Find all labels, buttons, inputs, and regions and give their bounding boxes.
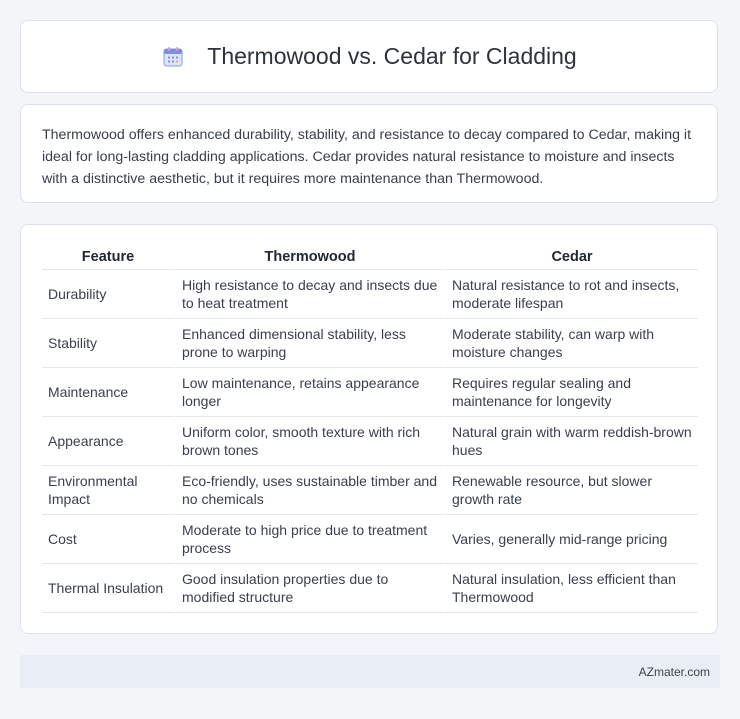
thermowood-cell: Low maintenance, retains appearance longer <box>174 368 444 417</box>
title-wrap <box>161 43 576 70</box>
comparison-table <box>42 245 698 613</box>
table-row <box>42 270 698 319</box>
footer-bar <box>20 655 720 688</box>
table-row <box>42 466 698 515</box>
table-row <box>42 368 698 417</box>
cedar-cell: Natural grain with warm reddish-brown hues <box>444 417 698 466</box>
cedar-cell: Natural resistance to rot and insects, moderate lifespan <box>444 270 698 319</box>
feature-cell: Environmental Impact <box>42 466 174 515</box>
summary-text: Thermowood offers enhanced durability, stability, and resistance to decay compared to Cedar, making it ideal for long-lasting cladding applications. Cedar provides natural resistance to moisture and insects with a distinctive aesthetic, but it requires more maintenance than Thermowood. <box>42 127 692 187</box>
table-row <box>42 417 698 466</box>
cedar-cell: Natural insulation, less efficient than Thermowood <box>444 564 698 613</box>
feature-cell: Stability <box>42 319 174 368</box>
footer-brand[interactable]: AZmater.com <box>638 664 710 679</box>
thermowood-cell: Eco-friendly, uses sustainable timber and no chemicals <box>174 466 444 515</box>
thermowood-cell: Good insulation properties due to modified structure <box>174 564 444 613</box>
feature-cell: Cost <box>42 515 174 564</box>
feature-cell: Maintenance <box>42 368 174 417</box>
cedar-cell: Moderate stability, can warp with moisture changes <box>444 319 698 368</box>
thermowood-cell: Enhanced dimensional stability, less prone to warping <box>174 319 444 368</box>
header-cedar: Cedar <box>444 245 698 270</box>
calendar-icon <box>161 45 185 69</box>
feature-cell: Durability <box>42 270 174 319</box>
thermowood-cell: High resistance to decay and insects due to heat treatment <box>174 270 444 319</box>
table-row <box>42 319 698 368</box>
cedar-cell: Renewable resource, but slower growth rate <box>444 466 698 515</box>
page-title: Thermowood vs. Cedar for Cladding <box>207 43 577 69</box>
comparison-card <box>20 224 718 634</box>
feature-cell: Appearance <box>42 417 174 466</box>
feature-cell: Thermal Insulation <box>42 564 174 613</box>
table-row <box>42 564 698 613</box>
cedar-cell: Varies, generally mid-range pricing <box>444 515 698 564</box>
header-thermowood: Thermowood <box>174 245 444 270</box>
thermowood-cell: Uniform color, smooth texture with rich brown tones <box>174 417 444 466</box>
table-header-row <box>42 245 698 270</box>
header-card <box>20 20 718 93</box>
cedar-cell: Requires regular sealing and maintenance for longevity <box>444 368 698 417</box>
table-row <box>42 515 698 564</box>
header-feature: Feature <box>42 245 174 270</box>
summary-card <box>20 104 718 203</box>
thermowood-cell: Moderate to high price due to treatment process <box>174 515 444 564</box>
